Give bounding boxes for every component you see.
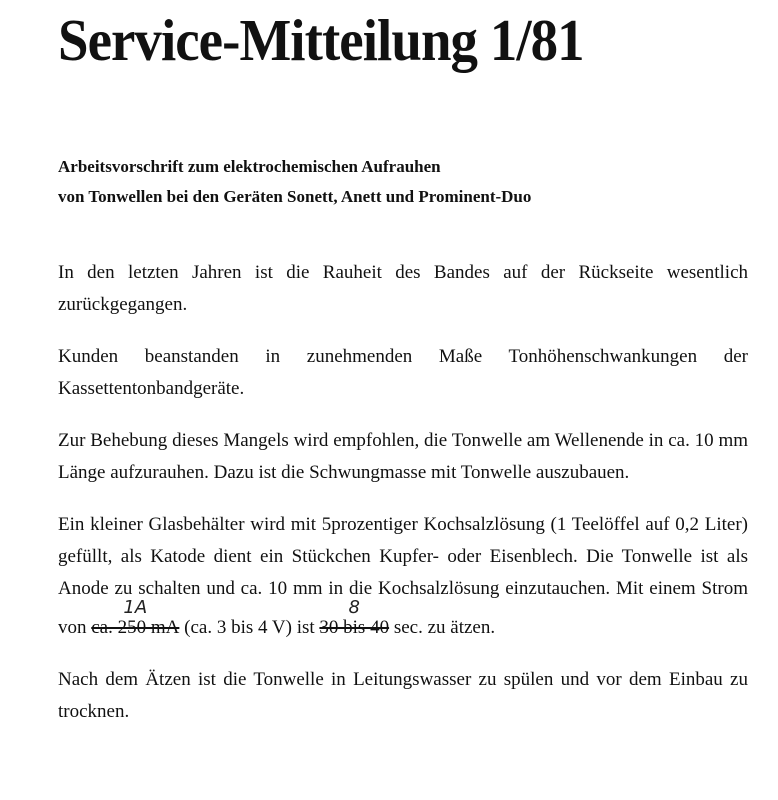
subtitle-line: Arbeitsvorschrift zum elektrochemischen Aufrauhen — [58, 157, 441, 176]
struck-text: ca. 250 mA — [91, 617, 180, 638]
handwritten-current: 1A — [91, 597, 180, 618]
corrected-seconds — [319, 597, 390, 638]
paragraph: Zur Behebung dieses Mangels wird empfohlen, die Tonwelle am Wellenende in ca. 10 mm Länge aufzurauhen. Dazu ist die Schwungmasse mit Tonwelle auszubauen. — [58, 430, 748, 483]
text: sec. zu ätzen. — [389, 617, 496, 638]
subtitle — [58, 152, 748, 212]
paragraph: Nach dem Ätzen ist die Tonwelle in Leitungswasser zu spülen und vor dem Einbau zu trocknen. — [58, 669, 748, 722]
text: (ca. 3 bis 4 V) ist — [179, 617, 320, 638]
paragraph: Kunden beanstanden in zunehmenden Maße Tonhöhenschwankungen der Kassettentonbandgeräte. — [58, 346, 748, 399]
paragraph: In den letzten Jahren ist die Rauheit des Bandes auf der Rückseite wesentlich zurückgegangen. — [58, 262, 748, 315]
handwritten-seconds: 8 — [319, 597, 390, 618]
page-title: Service-Mitteilung 1/81 — [58, 7, 584, 73]
paragraph — [58, 509, 748, 644]
corrected-current — [91, 597, 180, 638]
text: Ein kleiner Glasbehälter wird mit 5prozentiger Kochsalzlösung (1 Teelöffel auf 0,2 Liter) gefüllt, als Katode dient ein Stückchen Kupfer- oder Eisenblech. Die Tonwelle ist als Anode zu schalten und ca. 10 mm in die Kochsalzlösung einzutauchen. Mit einem Strom von — [58, 514, 748, 638]
struck-text: 30 bis 40 — [319, 617, 390, 638]
subtitle-line: von Tonwellen bei den Geräten Sonett, Anett und Prominent-Duo — [58, 187, 532, 206]
